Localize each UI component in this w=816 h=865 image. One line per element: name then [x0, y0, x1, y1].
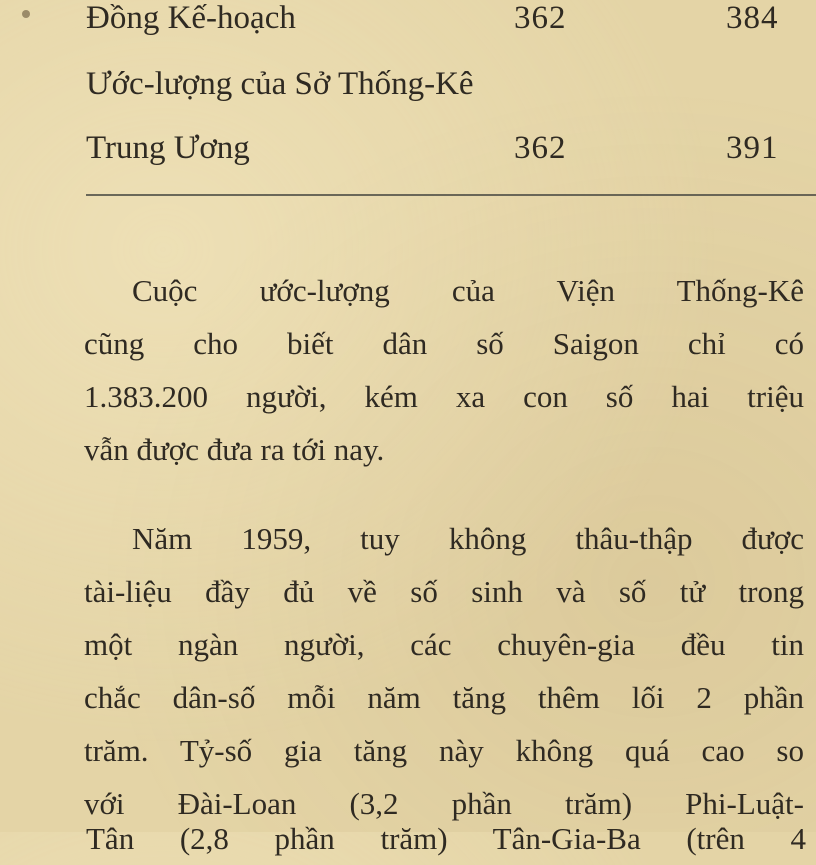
paper-blemish	[22, 10, 30, 18]
text-line: 1.383.200 người, kém xa con số hai triệu	[84, 379, 804, 414]
text-line: chắc dân-số mỗi năm tăng thêm lối 2 phần	[84, 680, 804, 715]
table-bottom-rule	[86, 194, 816, 196]
paragraph-2	[84, 512, 804, 830]
paragraph-1	[84, 264, 804, 476]
text-line: với Đài-Loan (3,2 phần trăm) Phi-Luật-	[84, 786, 804, 821]
table-row-label: Ước-lượng của Sở Thống-Kê	[86, 66, 474, 102]
text-line: một ngàn người, các chuyên-gia đều tin	[84, 627, 804, 662]
text-line-partial: Tân (2,8 phần trăm) Tân-Gia-Ba (trên 4	[86, 821, 806, 856]
table-value-1: 362	[514, 130, 567, 166]
table-value-1: 362	[514, 0, 567, 36]
text-line: Năm 1959, tuy không thâu-thập được	[132, 521, 804, 556]
cut-off-line-container	[86, 806, 806, 856]
table-row	[86, 122, 806, 174]
table-row-label: Trung Ương	[86, 130, 250, 166]
text-line: vẫn được đưa ra tới nay.	[84, 432, 385, 467]
table-row	[86, 58, 806, 110]
text-line: Cuộc ước-lượng của Viện Thống-Kê	[132, 273, 804, 308]
table-row-label: Đồng Kế-hoạch	[86, 0, 296, 36]
text-line: cũng cho biết dân số Saigon chỉ có	[84, 326, 804, 361]
text-line: trăm. Tỷ-số gia tăng này không quá cao so	[84, 733, 804, 768]
text-line: tài-liệu đầy đủ về số sinh và số tử trong	[84, 574, 804, 609]
table-row	[86, 0, 806, 44]
table-value-2: 391	[726, 130, 779, 166]
table-value-2: 384	[726, 0, 779, 36]
